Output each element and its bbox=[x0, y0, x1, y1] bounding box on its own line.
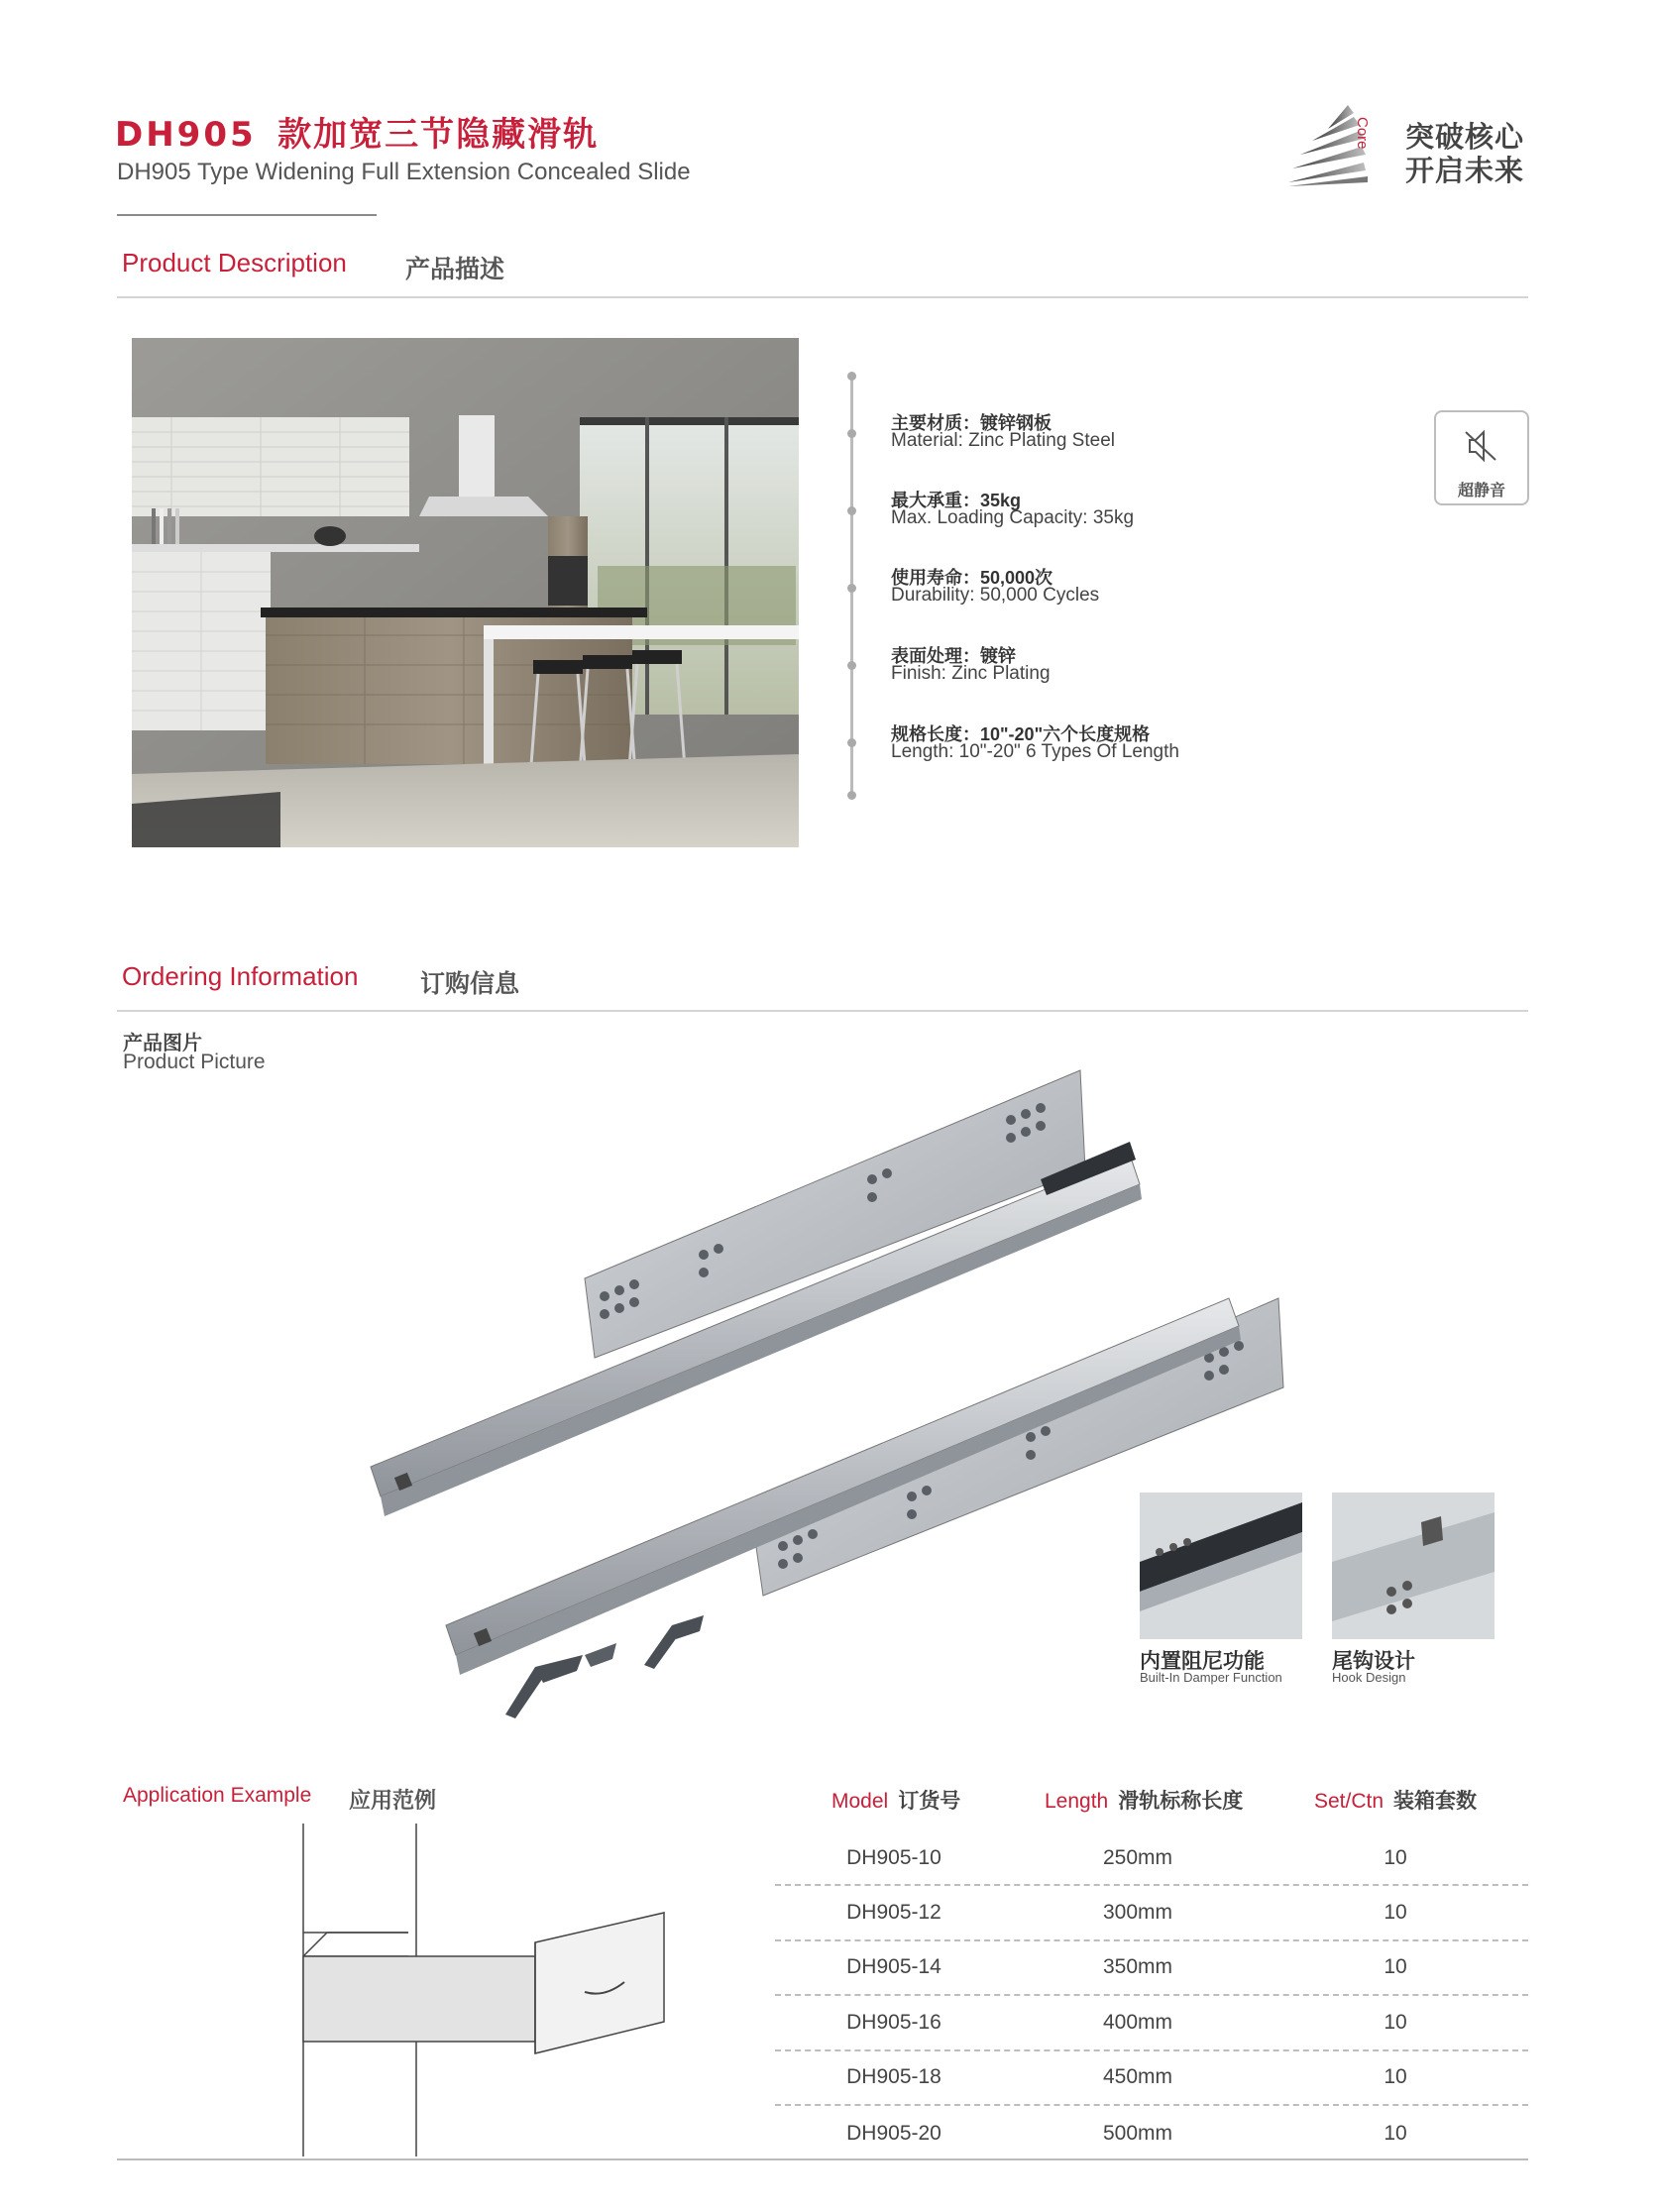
cell-set: 10 bbox=[1384, 2121, 1407, 2145]
logo-slogan-2: 开启未来 bbox=[1405, 156, 1525, 187]
spec-material-en: Material: Zinc Plating Steel bbox=[891, 430, 1115, 451]
table-row bbox=[775, 1996, 1528, 2050]
spec-finish-en: Finish: Zinc Plating bbox=[891, 663, 1051, 684]
table-header-model bbox=[831, 1785, 960, 1815]
table-header-length-cn: 滑轨标称长度 bbox=[1118, 1790, 1244, 1813]
table-row bbox=[775, 1941, 1528, 1996]
table-header-set bbox=[1314, 1785, 1477, 1815]
cell-model: DH905-10 bbox=[846, 1845, 941, 1869]
spec-durability-cn: 使用寿命：50,000次 bbox=[891, 568, 1053, 588]
table-header-set-cn: 装箱套数 bbox=[1393, 1790, 1478, 1813]
mute-speaker-icon bbox=[1462, 426, 1501, 466]
cell-length: 500mm bbox=[1102, 2121, 1173, 2145]
table-row bbox=[775, 2051, 1528, 2106]
section-divider bbox=[117, 296, 1528, 298]
application-drawer-diagram bbox=[297, 1824, 674, 2157]
table-row bbox=[775, 1886, 1528, 1940]
kitchen-photo bbox=[132, 338, 799, 847]
cell-model: DH905-16 bbox=[846, 2010, 941, 2034]
product-picture-label-en: Product Picture bbox=[123, 1051, 266, 1073]
spec-material-cn: 主要材质：镀锌钢板 bbox=[891, 413, 1052, 433]
silent-feature-label: 超静音 bbox=[1457, 483, 1505, 499]
spec-durability-en: Durability: 50,000 Cycles bbox=[891, 585, 1100, 606]
cell-set: 10 bbox=[1384, 1955, 1407, 1979]
cell-set: 10 bbox=[1384, 1845, 1407, 1869]
table-header-set-en: Set/Ctn bbox=[1314, 1790, 1384, 1813]
cell-set: 10 bbox=[1384, 2065, 1407, 2089]
spec-capacity-cn: 最大承重：35kg bbox=[891, 491, 1022, 510]
table-row bbox=[775, 1831, 1528, 1886]
section-heading-description: Product Description bbox=[122, 248, 347, 277]
table-header-length bbox=[1045, 1785, 1243, 1815]
logo-slogan-1: 突破核心 bbox=[1405, 122, 1525, 154]
spec-finish-cn: 表面处理：镀锌 bbox=[891, 646, 1016, 666]
cell-model: DH905-20 bbox=[846, 2121, 941, 2145]
cell-length: 400mm bbox=[1102, 2010, 1173, 2034]
cell-set: 10 bbox=[1384, 1901, 1407, 1925]
table-header-length-en: Length bbox=[1045, 1790, 1109, 1813]
cell-model: DH905-12 bbox=[846, 1901, 941, 1925]
cell-length: 250mm bbox=[1102, 1845, 1173, 1869]
hook-detail-image bbox=[1332, 1493, 1495, 1639]
spec-length-cn: 规格长度：10"-20"六个长度规格 bbox=[891, 724, 1151, 744]
spec-dot bbox=[847, 738, 856, 747]
cell-set: 10 bbox=[1384, 2010, 1407, 2034]
cell-length: 450mm bbox=[1102, 2065, 1173, 2089]
cell-length: 350mm bbox=[1102, 1955, 1173, 1979]
application-heading-cn: 应用范例 bbox=[349, 1788, 437, 1813]
title-model: DH905 bbox=[115, 115, 257, 155]
damper-detail-image bbox=[1140, 1493, 1302, 1639]
table-row bbox=[775, 2106, 1528, 2160]
table-header-model-en: Model bbox=[831, 1790, 889, 1813]
page-subtitle: DH905 Type Widening Full Extension Concealed Slide bbox=[117, 159, 691, 185]
cell-length: 300mm bbox=[1102, 1901, 1173, 1925]
spec-dot bbox=[847, 506, 856, 515]
spec-capacity-en: Max. Loading Capacity: 35kg bbox=[891, 507, 1135, 528]
table-header-model-cn: 订货号 bbox=[898, 1790, 961, 1813]
section-heading-description-cn: 产品描述 bbox=[405, 256, 505, 283]
spec-dot bbox=[847, 372, 856, 381]
section-heading-ordering: Ordering Information bbox=[122, 961, 359, 991]
title-cn: 款加宽三节隐藏滑轨 bbox=[277, 116, 600, 154]
damper-detail-en: Built-In Damper Function bbox=[1140, 1670, 1282, 1685]
logo-tag: Core bbox=[1354, 117, 1371, 150]
damper-detail-cn: 内置阻尼功能 bbox=[1140, 1650, 1265, 1673]
page-title bbox=[115, 107, 599, 156]
spec-length-en: Length: 10"-20" 6 Types Of Length bbox=[891, 741, 1179, 762]
section-divider bbox=[117, 1010, 1528, 1012]
cell-model: DH905-18 bbox=[846, 2065, 941, 2089]
spec-dot bbox=[847, 429, 856, 438]
spec-dot bbox=[847, 791, 856, 800]
page-bottom-divider bbox=[117, 2158, 1528, 2160]
hook-detail-cn: 尾钩设计 bbox=[1332, 1650, 1415, 1673]
title-divider bbox=[117, 214, 377, 216]
product-picture-label-cn: 产品图片 bbox=[123, 1033, 202, 1054]
hook-detail-en: Hook Design bbox=[1332, 1670, 1406, 1685]
spec-dot bbox=[847, 584, 856, 593]
cell-model: DH905-14 bbox=[846, 1955, 941, 1979]
spec-dot bbox=[847, 661, 856, 670]
section-heading-ordering-cn: 订购信息 bbox=[420, 970, 520, 998]
ordering-table bbox=[775, 1831, 1528, 2160]
application-heading: Application Example bbox=[123, 1784, 312, 1807]
